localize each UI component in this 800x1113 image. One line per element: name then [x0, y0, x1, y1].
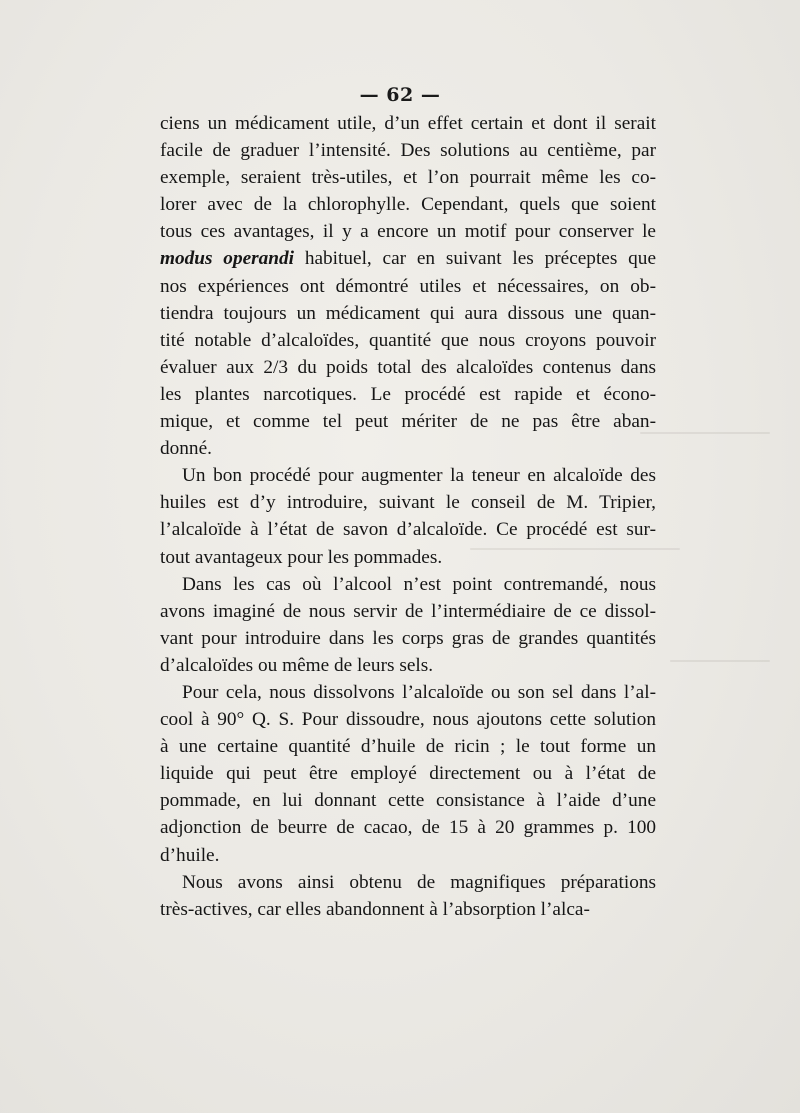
text-line [160, 110, 656, 137]
paragraph [160, 571, 656, 679]
text-line [160, 598, 656, 625]
text-line [160, 381, 656, 408]
line-text: tiendra toujours un médicament qui aura dissous une quan- [160, 302, 656, 324]
paragraph [160, 679, 656, 869]
text-line [160, 435, 656, 462]
text-line [160, 354, 656, 381]
line-text: tous ces avantages, il y a encore un motif pour conserver le [160, 221, 656, 243]
text-line [160, 544, 656, 571]
show-through-mark [670, 660, 770, 662]
line-text: avons imaginé de nous servir de l’intermédiaire de ce dissol- [160, 600, 656, 622]
line-text: ciens un médicament utile, d’un effet certain et dont il serait [160, 113, 656, 134]
line-text: donné. [160, 438, 212, 460]
page-number: — 62 — [359, 84, 441, 106]
text-line [160, 273, 656, 300]
text-line [160, 652, 656, 679]
text-line [160, 787, 656, 814]
line-text: d’huile. [160, 844, 220, 866]
paragraph [160, 110, 656, 462]
text-line [160, 679, 656, 706]
text-line [160, 842, 656, 869]
line-text: tout avantageux pour les pommades. [160, 546, 443, 568]
text-line [160, 245, 656, 272]
line-text: Pour cela, nous dissolvons l’alcaloïde ou son sel dans l’al- [182, 681, 656, 703]
line-text: habituel, car en suivant les préceptes que [294, 248, 657, 270]
line-text: les plantes narcotiques. Le procédé est rapide et écono- [160, 383, 656, 405]
line-text: l’alcaloïde à l’état de savon d’alcaloïde. Ce procédé est sur- [160, 519, 656, 541]
line-text: Dans les cas où l’alcool n’est point contremandé, nous [182, 573, 656, 595]
line-text: adjonction de beurre de cacao, de 15 à 20 grammes p. 100 [160, 817, 656, 839]
line-text: Nous avons ainsi obtenu de magnifiques préparations [182, 871, 656, 893]
line-text: nos expériences ont démontré utiles et nécessaires, on ob- [160, 275, 656, 297]
text-line [160, 300, 656, 327]
line-text: à une certaine quantité d’huile de ricin ; le tout forme un [160, 736, 656, 758]
text-line [160, 869, 656, 896]
line-text: tité notable d’alcaloïdes, quantité que nous croyons pouvoir [160, 329, 656, 351]
text-line [160, 516, 656, 543]
line-text: évaluer aux 2/3 du poids total des alcaloïdes contenus dans [160, 356, 656, 378]
text-line [160, 164, 656, 191]
line-text: exemple, seraient très-utiles, et l’on pourrait même les co- [160, 167, 656, 189]
text-line [160, 760, 656, 787]
line-text: vant pour introduire dans les corps gras de grandes quantités [160, 627, 656, 649]
text-line [160, 137, 656, 164]
line-text: cool à 90° Q. S. Pour dissoudre, nous ajoutons cette solution [160, 709, 656, 731]
text-line [160, 191, 656, 218]
text-line [160, 462, 656, 489]
line-text: mique, et comme tel peut mériter de ne pas être aban- [160, 411, 656, 433]
text-line [160, 625, 656, 652]
text-line [160, 571, 656, 598]
italic-phrase: modus operandi [160, 248, 295, 270]
line-text: liquide qui peut être employé directement ou à l’état de [160, 763, 656, 785]
text-line [160, 489, 656, 516]
text-line [160, 218, 656, 245]
text-line [160, 327, 656, 354]
body-text [160, 110, 656, 923]
line-text: d’alcaloïdes ou même de leurs sels. [160, 654, 434, 676]
line-text: Un bon procédé pour augmenter la teneur en alcaloïde des [182, 465, 656, 487]
line-text: huiles est d’y introduire, suivant le conseil de M. Tripier, [160, 492, 656, 514]
paragraph [160, 462, 656, 570]
line-text: pommade, en lui donnant cette consistance à l’aide d’une [160, 790, 656, 812]
line-text: lorer avec de la chlorophylle. Cependant, quels que soient [160, 194, 656, 216]
text-line [160, 896, 656, 923]
text-line [160, 814, 656, 841]
show-through-mark [640, 432, 770, 434]
text-line [160, 733, 656, 760]
line-text: facile de graduer l’intensité. Des solutions au centième, par [160, 140, 656, 162]
text-line [160, 706, 656, 733]
paragraph [160, 869, 656, 923]
text-line [160, 408, 656, 435]
line-text: très-actives, car elles abandonnent à l’absorption l’alca- [160, 898, 590, 920]
